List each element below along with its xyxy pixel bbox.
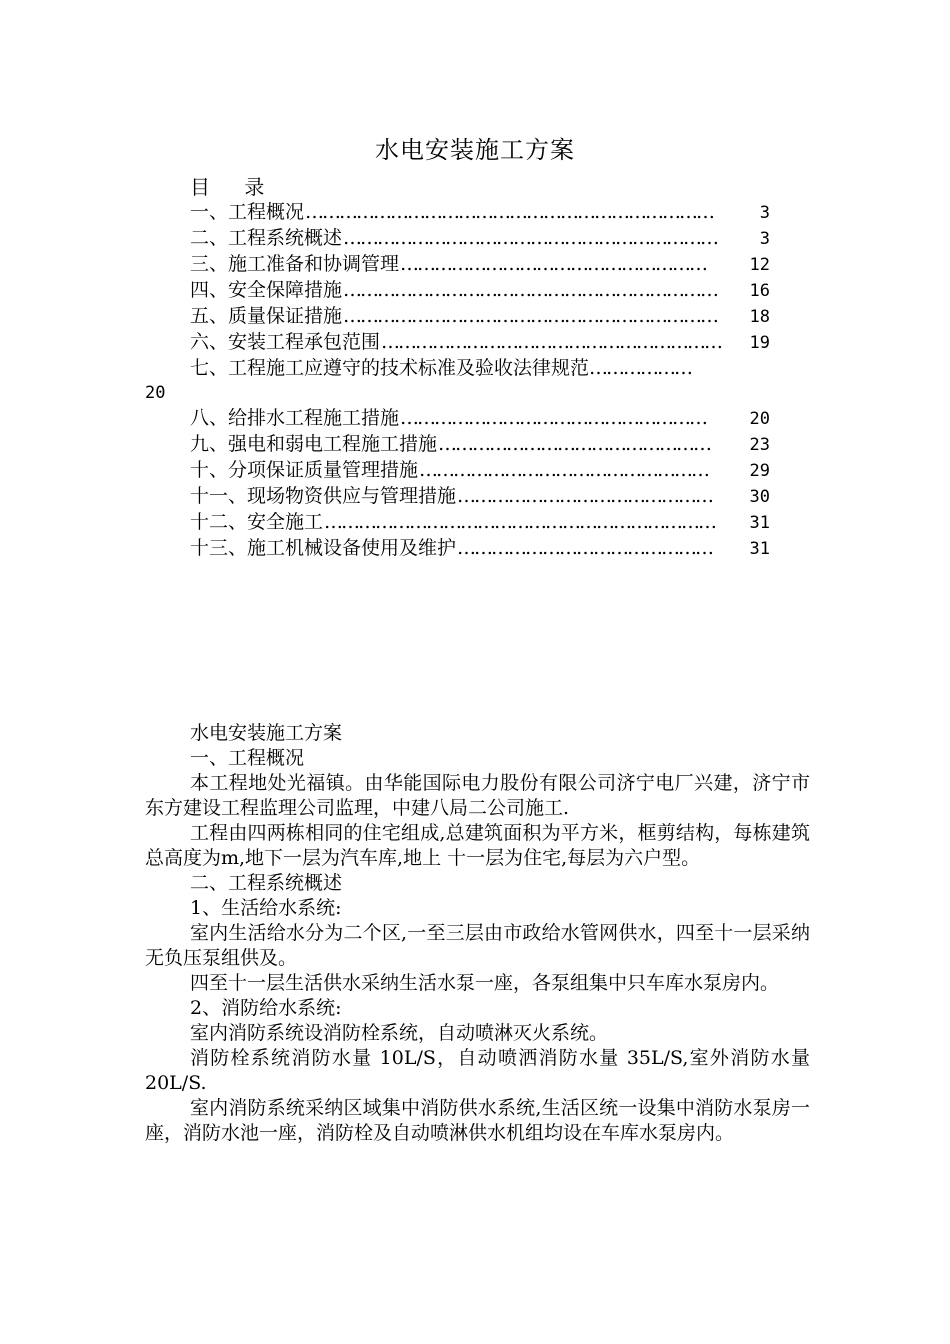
toc-leader-dots: ……………………………………………………………… <box>305 201 714 223</box>
toc-page-number: 31 <box>749 539 770 559</box>
toc-page-number: 29 <box>749 461 770 481</box>
body-paragraph: 室内消防系统设消防栓系统，自动喷淋灭火系统。 <box>190 1022 609 1044</box>
toc-page-number: 12 <box>749 255 770 275</box>
toc-entry[interactable] <box>145 406 770 432</box>
toc-entry[interactable] <box>145 458 770 484</box>
toc-page-number: 3 <box>759 203 770 223</box>
toc-entry-label: 十、分项保证质量管理措施 <box>190 459 419 481</box>
toc-entry-label: 四、安全保障措施 <box>190 279 343 301</box>
toc-entry-label: 三、施工准备和协调管理 <box>190 253 400 275</box>
toc-entry[interactable] <box>145 510 770 536</box>
body-paragraph: 四至十一层生活供水采纳生活水泵一座，各泵组集中只车库水泵房内。 <box>190 972 780 994</box>
toc-leader-dots: …………………………………………… <box>419 459 709 481</box>
document-body <box>145 721 810 1146</box>
toc-page-number: 20 <box>749 409 770 429</box>
toc-leader-dots: ………………………………………………………… <box>343 227 718 249</box>
toc-page-number: 18 <box>749 307 770 327</box>
toc-heading: 目 录 <box>190 175 279 199</box>
toc-entry-label: 九、强电和弱电工程施工措施 <box>190 433 438 455</box>
subsection-heading: 1、生活给水系统: <box>190 897 342 919</box>
toc-leader-dots: ………………………………………………………… <box>343 279 718 301</box>
toc-entry[interactable] <box>145 252 770 278</box>
body-paragraph: 消防栓系统消防水量 10L/S，自动喷洒消防水量 35L/S,室外消防水量 20L/S. <box>145 1047 810 1094</box>
subsection-heading: 2、消防给水系统: <box>190 997 342 1019</box>
body-paragraph: 室内消防系统采纳区域集中消防供水系统,生活区统一设集中消防水泵房一座，消防水池一座，消防栓及自动喷淋供水机组均设在车库水泵房内。 <box>145 1097 810 1144</box>
toc-page-number: 23 <box>749 435 770 455</box>
toc-page-number: 16 <box>749 281 770 301</box>
toc-page-number: 20 <box>145 383 166 403</box>
body-title: 水电安装施工方案 <box>190 722 343 744</box>
toc-entry-label: 六、安装工程承包范围 <box>190 331 381 353</box>
toc-entry-label: 十一、现场物资供应与管理措施 <box>190 485 457 507</box>
toc-leader-dots: ……………………………………… <box>457 485 713 507</box>
toc-leader-dots: ……………………………………………… <box>400 407 707 429</box>
toc-entry[interactable] <box>145 484 770 510</box>
toc-entry-label: 二、工程系统概述 <box>190 227 343 249</box>
toc-entry-label: 十三、施工机械设备使用及维护 <box>190 537 457 559</box>
toc-entry[interactable] <box>145 200 770 226</box>
toc-leader-dots: ………………………………………… <box>438 433 711 455</box>
toc-leader-dots: ……………………………………… <box>457 537 713 559</box>
toc-entry[interactable] <box>145 330 770 356</box>
toc-entry[interactable] <box>145 226 770 252</box>
toc-page-number: 3 <box>759 229 770 249</box>
body-paragraph: 室内生活给水分为二个区,一至三层由市政给水管网供水，四至十一层采纳无负压泵组供及。 <box>145 922 810 969</box>
toc-leader-dots: ……………… <box>589 357 692 379</box>
toc-page-number: 30 <box>749 487 770 507</box>
toc-entry-label: 八、给排水工程施工措施 <box>190 407 400 429</box>
toc-page-number: 19 <box>749 333 770 353</box>
toc-entry-label: 七、工程施工应遵守的技术标准及验收法律规范 <box>190 357 590 379</box>
section-heading: 二、工程系统概述 <box>190 872 343 894</box>
toc-entry-label: 一、工程概况 <box>190 201 305 223</box>
body-paragraph: 本工程地处光福镇。由华能国际电力股份有限公司济宁电厂兴建，济宁市东方建设工程监理公司监理，中建八局二公司施工. <box>145 772 810 819</box>
toc-leader-dots: …………………………………………………… <box>381 331 722 353</box>
toc-leader-dots: …………………………………………………………… <box>324 511 716 533</box>
toc-entry[interactable] <box>145 536 770 562</box>
document-title: 水电安装施工方案 <box>375 136 575 164</box>
toc-leader-dots: ………………………………………………………… <box>343 305 718 327</box>
toc-entry[interactable] <box>145 432 770 458</box>
toc-entry[interactable] <box>145 304 770 330</box>
toc-entry-wrapped[interactable] <box>145 356 810 381</box>
toc-page-number: 31 <box>749 513 770 533</box>
toc-entry-label: 五、质量保证措施 <box>190 305 343 327</box>
table-of-contents <box>145 175 810 562</box>
toc-leader-dots: ……………………………………………… <box>400 253 707 275</box>
toc-entry-label: 十二、安全施工 <box>190 511 324 533</box>
toc-entry[interactable] <box>145 278 770 304</box>
body-paragraph: 工程由四两栋相同的住宅组成,总建筑面积为平方米，框剪结构，每栋建筑总高度为m,地下一层为汽车库,地上 十一层为住宅,每层为六户型。 <box>145 822 810 869</box>
section-heading: 一、工程概况 <box>190 747 305 769</box>
